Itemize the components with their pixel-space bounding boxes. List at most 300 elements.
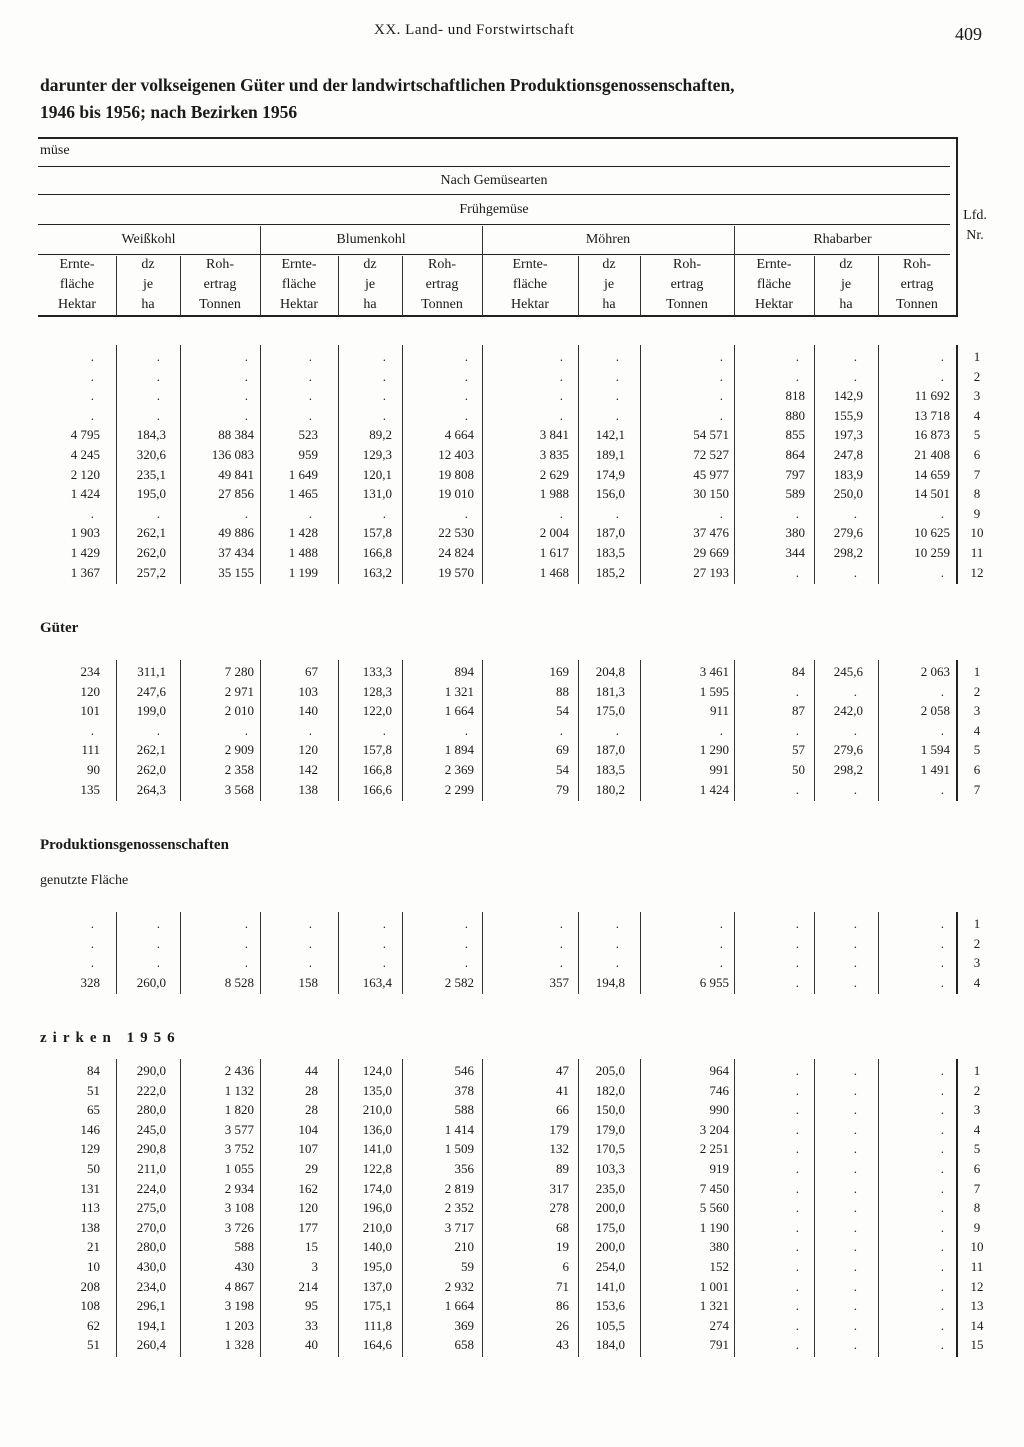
table-cell: .	[795, 781, 799, 797]
table-cell: 196,0	[362, 1200, 392, 1216]
table-title-line-1: darunter der volkseigenen Güter und der landwirtschaftlichen Produktionsgenossenschaften,	[40, 75, 735, 95]
table-cell: .	[853, 1121, 857, 1137]
table-cell: 797	[785, 466, 805, 482]
table-cell: 175,0	[595, 703, 625, 719]
table-cell: 182,0	[595, 1082, 625, 1098]
table-cell: 242,0	[833, 703, 863, 719]
table-cell: 40	[305, 1337, 318, 1353]
page-number: 409	[955, 24, 982, 44]
table-cell: 141,0	[362, 1141, 392, 1157]
table-cell: .	[940, 1180, 944, 1196]
table-cell: 210	[454, 1239, 474, 1255]
row-number: 1	[973, 1063, 981, 1078]
table-cell: 204,8	[595, 664, 625, 679]
table-cell: 275,0	[136, 1200, 166, 1216]
table-cell: 163,2	[362, 564, 392, 580]
table-cell: .	[795, 505, 799, 521]
table-cell: 3 461	[699, 664, 729, 679]
row-number: 6	[973, 447, 981, 462]
table-cell: .	[382, 955, 386, 971]
column-separator	[640, 345, 641, 584]
subcolumn-header-11	[814, 255, 878, 315]
table-cell: .	[795, 974, 799, 990]
table-cell: 2 010	[224, 703, 254, 719]
row-number: 12	[970, 1278, 984, 1294]
table-cell: 2 004	[539, 525, 569, 541]
table-cell: 14 659	[914, 466, 950, 482]
table-cell: 279,6	[833, 742, 863, 758]
table-cell: 3 204	[699, 1121, 729, 1137]
row-number: 2	[973, 1082, 981, 1098]
table-cell: 69	[556, 742, 569, 758]
subcolumn-header-line: Hektar	[510, 297, 550, 312]
table-cell: .	[940, 505, 944, 521]
table-cell: 3 108	[224, 1200, 254, 1216]
subcolumn-header-line: je	[840, 277, 852, 292]
table-cell: .	[156, 722, 160, 738]
table-cell: .	[464, 935, 468, 951]
row-number: 2	[973, 683, 981, 699]
row-number: 6	[973, 1161, 981, 1176]
table-cell: .	[156, 368, 160, 384]
table-cell: 746	[709, 1082, 729, 1098]
table-cell: .	[795, 1141, 799, 1157]
subcolumn-header-line: Ernte-	[59, 257, 95, 272]
table-cell: .	[464, 368, 468, 384]
table-cell: .	[90, 955, 94, 971]
table-cell: .	[795, 1317, 799, 1333]
table-cell: .	[464, 955, 468, 971]
crop-blumenkohl: Blumenkohl	[336, 232, 406, 247]
table-cell: .	[853, 1337, 857, 1353]
subcolumn-header-line: Hektar	[279, 297, 319, 312]
table-cell: 2 058	[920, 703, 950, 719]
table-cell: 546	[454, 1063, 474, 1078]
row-number: 7	[973, 466, 981, 482]
table-cell: .	[940, 1141, 944, 1157]
table-cell: .	[795, 1161, 799, 1176]
subcolumn-header-line: fläche	[512, 277, 548, 292]
table-cell: .	[795, 1259, 799, 1274]
table-cell: .	[382, 722, 386, 738]
table-cell: 211,0	[137, 1161, 166, 1176]
table-cell: .	[853, 935, 857, 951]
subcolumn-header-6	[402, 255, 482, 315]
table-cell: 959	[298, 447, 318, 462]
table-cell: .	[719, 916, 723, 931]
subheader-separator	[578, 256, 579, 316]
table-cell: 111,8	[363, 1317, 392, 1333]
table-cell: 57	[792, 742, 805, 758]
table-cell: .	[156, 955, 160, 971]
table-cell: 1 190	[699, 1219, 729, 1235]
table-cell: 864	[785, 447, 805, 462]
table-cell: .	[795, 1180, 799, 1196]
table-cell: .	[940, 1298, 944, 1314]
table-cell: .	[853, 955, 857, 971]
table-cell: 163,4	[362, 974, 392, 990]
table-cell: 317	[549, 1180, 569, 1196]
row-number: 8	[973, 1200, 981, 1216]
table-cell: .	[615, 349, 619, 364]
table-cell: 430,0	[136, 1259, 166, 1274]
table-cell: 129,3	[362, 447, 392, 462]
subcolumn-header-line: Roh-	[903, 257, 931, 272]
table-cell: .	[90, 916, 94, 931]
table-cell: 157,8	[362, 525, 392, 541]
table-cell: .	[853, 564, 857, 580]
row-number: 3	[973, 955, 981, 971]
table-cell: 279,6	[833, 525, 863, 541]
table-cell: 195,0	[136, 486, 166, 502]
subcolumn-header-line: ha	[602, 297, 616, 312]
table-cell: 3 841	[539, 427, 569, 443]
table-cell: 22 530	[438, 525, 474, 541]
table-cell: 181,3	[595, 683, 625, 699]
header-rule-1	[38, 166, 950, 167]
table-cell: .	[795, 1082, 799, 1098]
row-number: 4	[973, 407, 981, 423]
table-cell: 120	[298, 1200, 318, 1216]
table-cell: 131	[80, 1180, 100, 1196]
table-cell: 3 835	[539, 447, 569, 462]
table-cell: 175,0	[595, 1219, 625, 1235]
row-number: 13	[970, 1298, 984, 1314]
table-cell: 2 629	[539, 466, 569, 482]
row-number: 5	[973, 742, 981, 758]
table-cell: .	[719, 722, 723, 738]
table-cell: 21 408	[914, 447, 950, 462]
table-cell: .	[795, 955, 799, 971]
table-cell: .	[615, 368, 619, 384]
table-cell: .	[853, 505, 857, 521]
table-cell: 113	[80, 1200, 100, 1216]
row-number: 15	[970, 1337, 984, 1353]
table-cell: .	[719, 955, 723, 971]
table-cell: 7 450	[699, 1180, 729, 1196]
table-cell: .	[940, 916, 944, 931]
table-cell: 380	[709, 1239, 729, 1255]
table-cell: .	[940, 974, 944, 990]
table-cell: .	[382, 407, 386, 423]
table-cell: 274	[709, 1317, 729, 1333]
table-cell: 2 299	[444, 781, 474, 797]
table-cell: .	[615, 722, 619, 738]
table-cell: 179,0	[595, 1121, 625, 1137]
table-cell: .	[308, 955, 312, 971]
table-cell: .	[559, 368, 563, 384]
section-heading: Produktionsgenossenschaften	[40, 837, 229, 853]
table-cell: 1 649	[288, 466, 318, 482]
table-cell: 278	[549, 1200, 569, 1216]
table-cell: 187,0	[595, 525, 625, 541]
table-cell: 222,0	[136, 1082, 166, 1098]
table-cell: 523	[298, 427, 318, 443]
subcolumn-header-8	[578, 255, 640, 315]
table-cell: 157,8	[362, 742, 392, 758]
column-separator	[482, 1059, 483, 1357]
row-number: 5	[973, 1141, 981, 1157]
table-cell: .	[940, 1102, 944, 1118]
table-cell: .	[464, 349, 468, 364]
table-cell: .	[853, 1161, 857, 1176]
table-cell: 166,8	[362, 545, 392, 560]
table-cell: 197,3	[833, 427, 863, 443]
table-cell: 911	[709, 703, 729, 719]
table-cell: 11 692	[914, 388, 950, 404]
table-cell: 290,0	[136, 1063, 166, 1078]
table-cell: .	[244, 505, 248, 521]
table-cell: 1 203	[224, 1317, 254, 1333]
subcolumn-header-4	[260, 255, 338, 315]
subcolumn-header-line: ha	[141, 297, 155, 312]
table-cell: 1 328	[224, 1337, 254, 1353]
table-cell: 4 245	[70, 447, 100, 462]
table-cell: .	[940, 1337, 944, 1353]
table-cell: .	[795, 368, 799, 384]
table-cell: .	[156, 505, 160, 521]
table-cell: .	[559, 955, 563, 971]
table-cell: .	[244, 722, 248, 738]
table-cell: .	[795, 564, 799, 580]
table-cell: 152	[709, 1259, 729, 1274]
table-cell: 67	[305, 664, 318, 679]
table-cell: 120,1	[362, 466, 392, 482]
table-cell: .	[940, 1063, 944, 1078]
table-cell: 234	[80, 664, 100, 679]
table-cell: 169	[549, 664, 569, 679]
table-cell: .	[156, 916, 160, 931]
table-cell: 290,8	[136, 1141, 166, 1157]
table-cell: 2 120	[70, 466, 100, 482]
crop-rhabarber: Rhabarber	[813, 232, 872, 247]
table-cell: 1 617	[539, 545, 569, 560]
table-cell: 262,0	[136, 762, 166, 777]
table-cell: 194,8	[595, 974, 625, 990]
table-cell: 158	[298, 974, 318, 990]
table-cell: 589	[785, 486, 805, 502]
row-number: 1	[973, 349, 981, 364]
table-cell: 1 414	[444, 1121, 474, 1137]
table-cell: 150,0	[595, 1102, 625, 1118]
table-cell: 50	[792, 762, 805, 777]
table-cell: 791	[709, 1337, 729, 1353]
row-number: 10	[970, 525, 984, 541]
row-number: 11	[970, 545, 984, 560]
table-cell: .	[464, 505, 468, 521]
table-cell: 14 501	[914, 486, 950, 502]
table-cell: 430	[234, 1259, 254, 1274]
table-cell: .	[90, 505, 94, 521]
table-cell: 138	[298, 781, 318, 797]
column-separator	[482, 345, 483, 584]
table-cell: 164,6	[362, 1337, 392, 1353]
table-cell: 33	[305, 1317, 318, 1333]
table-cell: 51	[87, 1082, 100, 1098]
table-cell: 108	[80, 1298, 100, 1314]
subheader-separator	[338, 256, 339, 316]
table-cell: .	[853, 916, 857, 931]
table-cell: .	[940, 1317, 944, 1333]
table-cell: .	[940, 368, 944, 384]
table-cell: 189,1	[595, 447, 625, 462]
table-cell: 47	[556, 1063, 569, 1078]
table-cell: 4 867	[224, 1278, 254, 1294]
table-cell: .	[308, 388, 312, 404]
table-cell: .	[853, 1082, 857, 1098]
table-cell: 254,0	[595, 1259, 625, 1274]
table-cell: 320,6	[136, 447, 166, 462]
table-cell: .	[853, 1219, 857, 1235]
table-cell: .	[853, 781, 857, 797]
table-cell: .	[795, 916, 799, 931]
table-cell: 45 977	[693, 466, 729, 482]
table-cell: 1 903	[70, 525, 100, 541]
column-separator	[482, 660, 483, 801]
table-cell: 2 582	[444, 974, 474, 990]
table-cell: .	[308, 505, 312, 521]
table-cell: 3	[311, 1259, 318, 1274]
table-cell: 65	[87, 1102, 100, 1118]
subheader-separator	[180, 256, 181, 316]
subcolumn-header-line: Tonnen	[666, 297, 708, 312]
subcolumn-header-line: ertrag	[425, 277, 459, 292]
table-cell: 10 259	[914, 545, 950, 560]
table-cell: 174,9	[595, 466, 625, 482]
table-cell: 224,0	[136, 1180, 166, 1196]
table-cell: 1 428	[288, 525, 318, 541]
table-cell: 41	[556, 1082, 569, 1098]
crop-weisskohl: Weißkohl	[121, 232, 176, 247]
table-cell: .	[719, 368, 723, 384]
table-cell: 311,1	[137, 664, 166, 679]
table-cell: 1 468	[539, 564, 569, 580]
subcolumn-header-line: Tonnen	[896, 297, 938, 312]
subcolumn-header-line: ertrag	[900, 277, 934, 292]
table-cell: 1 132	[224, 1082, 254, 1098]
table-cell: 54	[556, 762, 569, 777]
table-cell: .	[244, 388, 248, 404]
table-cell: .	[559, 407, 563, 423]
table-cell: .	[795, 1121, 799, 1137]
table-cell: 84	[87, 1063, 100, 1078]
column-separator	[640, 1059, 641, 1357]
table-cell: .	[156, 935, 160, 951]
subcolumn-header-line: ertrag	[203, 277, 237, 292]
subcolumn-header-line: Hektar	[57, 297, 97, 312]
table-cell: 133,3	[362, 664, 392, 679]
subheader-separator	[402, 256, 403, 316]
table-cell: 10	[87, 1259, 100, 1274]
table-cell: 88 384	[218, 427, 254, 443]
table-cell: 111	[81, 742, 100, 758]
subheader-separator	[878, 256, 879, 316]
table-title-line-2: 1946 bis 1956; nach Bezirken 1956	[40, 102, 298, 122]
table-cell: .	[940, 683, 944, 699]
table-cell: .	[464, 388, 468, 404]
running-head: XX. Land- und Forstwirtschaft	[374, 22, 575, 38]
table-cell: 166,6	[362, 781, 392, 797]
table-cell: .	[244, 916, 248, 931]
table-cell: .	[940, 1278, 944, 1294]
table-cell: 142	[298, 762, 318, 777]
table-cell: 1 894	[444, 742, 474, 758]
subcolumn-header-line: Ernte-	[512, 257, 548, 272]
table-cell: .	[244, 935, 248, 951]
table-cell: 257,2	[136, 564, 166, 580]
table-cell: 120	[80, 683, 100, 699]
table-cell: 919	[709, 1161, 729, 1176]
subcolumn-header-line: Ernte-	[756, 257, 792, 272]
table-cell: .	[244, 955, 248, 971]
subcolumn-header-line: fläche	[281, 277, 317, 292]
table-cell: 1 465	[288, 486, 318, 502]
table-cell: 262,1	[136, 525, 166, 541]
table-cell: 1 595	[699, 683, 729, 699]
table-cell: 194,1	[136, 1317, 166, 1333]
table-cell: 51	[87, 1337, 100, 1353]
table-cell: 260,0	[136, 974, 166, 990]
table-cell: .	[853, 722, 857, 738]
table-cell: .	[382, 505, 386, 521]
table-cell: 19 570	[438, 564, 474, 580]
row-number: 2	[973, 935, 981, 951]
subcolumn-header-line: ertrag	[670, 277, 704, 292]
table-cell: 19 808	[438, 466, 474, 482]
table-cell: 247,6	[136, 683, 166, 699]
table-cell: .	[90, 368, 94, 384]
table-cell: 35 155	[218, 564, 254, 580]
table-cell: 184,3	[136, 427, 166, 443]
table-cell: 122,8	[362, 1161, 392, 1176]
table-cell: 4 664	[444, 427, 474, 443]
table-cell: 1 199	[288, 564, 318, 580]
table-cell: 183,9	[833, 466, 863, 482]
table-cell: 260,4	[136, 1337, 166, 1353]
table-cell: .	[719, 349, 723, 364]
table-cell: .	[940, 955, 944, 971]
table-cell: .	[795, 935, 799, 951]
table-cell: 129	[80, 1141, 100, 1157]
table-cell: 141,0	[595, 1278, 625, 1294]
header-subgroup: Frühgemüse	[459, 202, 529, 217]
subcolumn-header-line: dz	[839, 257, 853, 272]
table-cell: 86	[556, 1298, 569, 1314]
table-cell: 187,0	[595, 742, 625, 758]
row-number: 7	[973, 1180, 981, 1196]
table-cell: .	[940, 781, 944, 797]
column-separator	[640, 912, 641, 994]
table-cell: 1 820	[224, 1102, 254, 1118]
section-heading: zirken 1956	[40, 1030, 181, 1046]
table-cell: 90	[87, 762, 100, 777]
table-cell: .	[90, 388, 94, 404]
table-cell: 87	[792, 703, 805, 719]
table-cell: .	[940, 1161, 944, 1176]
table-cell: 29 669	[693, 545, 729, 560]
table-cell: .	[90, 722, 94, 738]
table-cell: 103,3	[595, 1161, 625, 1176]
subcolumn-header-12	[878, 255, 956, 315]
table-cell: 66	[556, 1102, 569, 1118]
table-cell: 95	[305, 1298, 318, 1314]
table-cell: 3 198	[224, 1298, 254, 1314]
table-cell: 235,0	[595, 1180, 625, 1196]
table-cell: 179	[549, 1121, 569, 1137]
header-rule-2	[38, 194, 950, 195]
table-cell: 262,1	[136, 742, 166, 758]
table-cell: 6 955	[699, 974, 729, 990]
